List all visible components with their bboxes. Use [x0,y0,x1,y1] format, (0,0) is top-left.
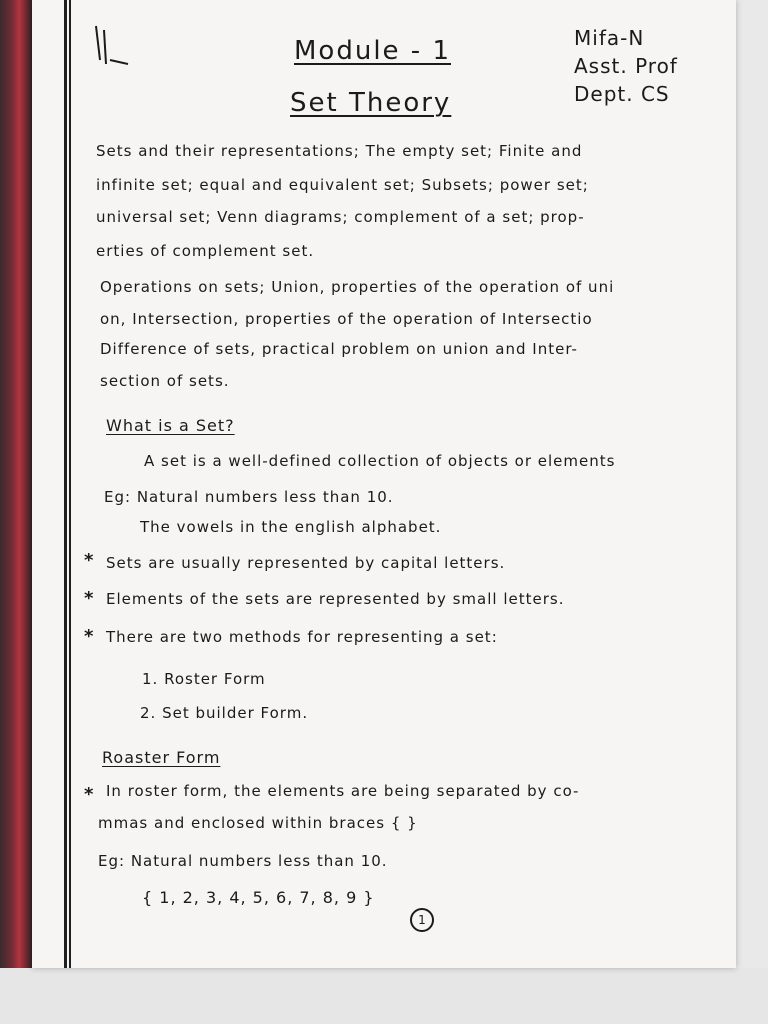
syllabus-line: Difference of sets, practical problem on union and Inter- [100,340,578,358]
margin-scribble [92,20,132,70]
point: Sets are usually represented by capital letters. [106,554,506,572]
definition: A set is a well-defined collection of objects or elements [144,452,616,470]
example: The vowels in the english alphabet. [140,518,442,536]
point: Elements of the sets are represented by small letters. [106,590,565,608]
author-name: Mifa-N [574,26,645,50]
syllabus-line: on, Intersection, properties of the operation of Intersectio [100,310,593,328]
author-dept: Dept. CS [574,82,670,106]
page-title: Set Theory [290,88,452,118]
section-heading: What is a Set? [106,416,235,435]
syllabus-line: infinite set; equal and equivalent set; Subsets; power set; [96,176,589,194]
syllabus-line: Sets and their representations; The empty set; Finite and [96,142,583,160]
scan-background [0,968,768,1024]
bullet-star: * [84,550,94,571]
desk-background [0,0,32,1024]
method-item: 1. Roster Form [142,670,266,688]
bullet-star: * [84,626,94,647]
section-heading: Roaster Form [102,748,221,767]
set-notation: { 1, 2, 3, 4, 5, 6, 7, 8, 9 } [142,888,375,907]
syllabus-line: section of sets. [100,372,230,390]
point: There are two methods for representing a set: [106,628,498,646]
bullet-star: * [84,588,94,609]
author-role: Asst. Prof [574,54,678,78]
example: Eg: Natural numbers less than 10. [104,488,394,506]
syllabus-line: Operations on sets; Union, properties of the operation of uni [100,278,615,296]
example: Eg: Natural numbers less than 10. [98,852,388,870]
body-text: mmas and enclosed within braces { } [98,814,418,832]
body-text: In roster form, the elements are being separated by co- [106,782,580,800]
notebook-page [32,0,736,968]
syllabus-line: erties of complement set. [96,242,315,260]
method-item: 2. Set builder Form. [140,704,309,722]
margin-line [64,0,67,968]
module-title: Module - 1 [294,36,451,66]
syllabus-line: universal set; Venn diagrams; complement of a set; prop- [96,208,585,226]
page-number: 1 [410,908,434,932]
bullet-star: * [84,784,94,805]
margin-line-inner [69,0,71,968]
